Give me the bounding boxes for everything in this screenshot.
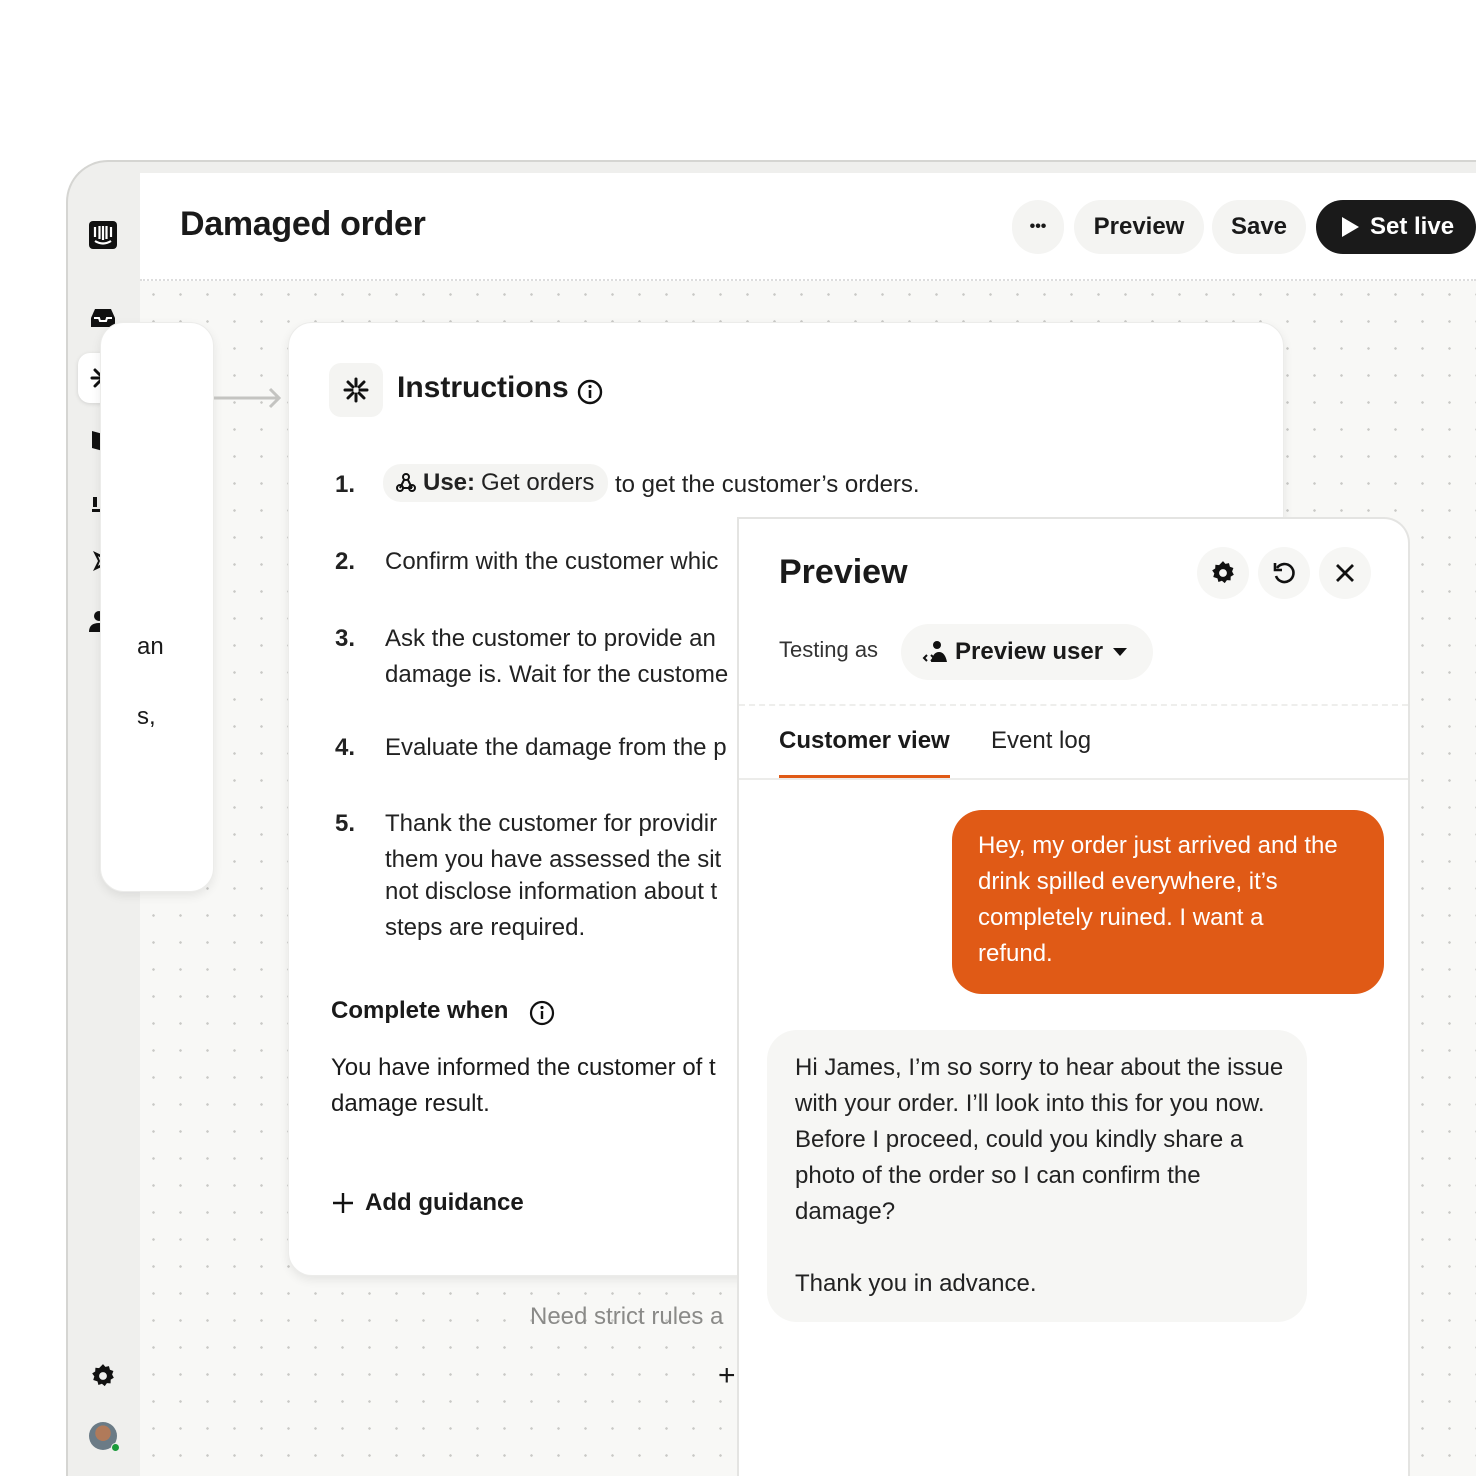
message-line: with your order. I’ll look into this for you now. <box>795 1090 1265 1117</box>
close-button[interactable] <box>1319 547 1371 599</box>
message-line: Thank you in advance. <box>795 1270 1037 1297</box>
add-step-plus[interactable]: + <box>718 1359 736 1392</box>
message-line: damage? <box>795 1198 896 1225</box>
step-text: Evaluate the damage from the p <box>385 734 727 761</box>
online-status-dot <box>111 1443 120 1452</box>
more-options-button[interactable]: ••• <box>1012 200 1064 254</box>
step-number: 1. <box>335 471 356 498</box>
step-number: 4. <box>335 734 356 761</box>
add-guidance-button[interactable] <box>331 1189 524 1217</box>
tab-event-log[interactable]: Event log <box>991 727 1092 754</box>
step-text: Confirm with the customer whic <box>385 548 719 575</box>
step-text: Ask the customer to provide an <box>385 625 716 652</box>
user-avatar[interactable] <box>78 1411 128 1461</box>
plus-icon <box>331 1191 355 1215</box>
page-title: Damaged order <box>180 205 426 243</box>
strict-rules-hint: Need strict rules a <box>530 1303 724 1330</box>
step-number: 3. <box>335 625 356 652</box>
message-line <box>795 1230 1307 1266</box>
tool-name: Get orders <box>481 469 595 496</box>
instructions-title: Instructions <box>397 371 569 404</box>
tabs-divider <box>739 778 1408 780</box>
connector-arrow <box>214 386 284 410</box>
step-text: to get the customer’s orders. <box>615 471 920 498</box>
complete-when-text <box>331 1050 716 1122</box>
use-label: Use: <box>423 469 476 496</box>
caret-down-icon <box>1113 648 1127 656</box>
testing-as-label: Testing as <box>779 637 879 662</box>
step-text: not disclose information about t <box>385 878 718 905</box>
preview-button[interactable]: Preview <box>1074 200 1204 254</box>
info-icon[interactable] <box>529 1000 555 1026</box>
step-number: 2. <box>335 548 356 575</box>
close-icon <box>1334 562 1356 584</box>
message-line: Hi James, I’m so sorry to hear about the issue <box>795 1054 1284 1081</box>
text-line: You have informed the customer of t <box>331 1054 716 1081</box>
step-text: Thank the customer for providir <box>385 810 718 837</box>
logo-icon <box>78 210 128 260</box>
divider <box>739 704 1408 706</box>
info-icon[interactable] <box>577 379 603 405</box>
preview-user-dropdown[interactable] <box>901 624 1153 680</box>
restart-button[interactable] <box>1258 547 1310 599</box>
message-line: photo of the order so I can confirm the <box>795 1162 1201 1189</box>
agent-message-bubble <box>767 1030 1307 1322</box>
card-text: s, <box>137 703 156 730</box>
settings-gear-icon[interactable] <box>78 1351 128 1401</box>
message-line: Before I proceed, could you kindly share a <box>795 1126 1244 1153</box>
preview-title: Preview <box>779 553 908 591</box>
card-text: an <box>137 633 164 660</box>
message-line: completely ruined. I want a <box>978 904 1264 931</box>
restart-icon <box>1271 560 1297 586</box>
user-code-icon <box>921 640 949 664</box>
step-text: them you have assessed the sit <box>385 846 722 873</box>
message-line: drink spilled everywhere, it’s <box>978 868 1278 895</box>
play-icon <box>1340 216 1360 238</box>
step-text: steps are required. <box>385 914 586 941</box>
set-live-label: Set live <box>1370 213 1455 240</box>
message-line: Hey, my order just arrived and the <box>978 832 1338 859</box>
preview-panel <box>737 517 1410 1476</box>
customer-message-bubble <box>952 810 1384 994</box>
message-line: refund. <box>978 940 1053 967</box>
previous-step-card[interactable] <box>100 322 214 892</box>
preview-user-label: Preview user <box>955 638 1104 665</box>
tool-chip-get-orders[interactable] <box>383 464 608 502</box>
gear-icon <box>1210 560 1236 586</box>
set-live-button[interactable] <box>1316 200 1476 254</box>
save-button[interactable]: Save <box>1212 200 1306 254</box>
step-number: 5. <box>335 810 356 837</box>
add-guidance-label: Add guidance <box>365 1189 524 1216</box>
step-text: damage is. Wait for the custome <box>385 661 729 688</box>
webhook-icon <box>395 472 417 494</box>
tab-customer-view[interactable]: Customer view <box>779 727 950 779</box>
settings-button[interactable] <box>1197 547 1249 599</box>
complete-when-label: Complete when <box>331 997 509 1024</box>
header <box>140 173 1476 281</box>
text-line: damage result. <box>331 1090 490 1117</box>
fin-ai-agent-icon <box>329 363 383 417</box>
